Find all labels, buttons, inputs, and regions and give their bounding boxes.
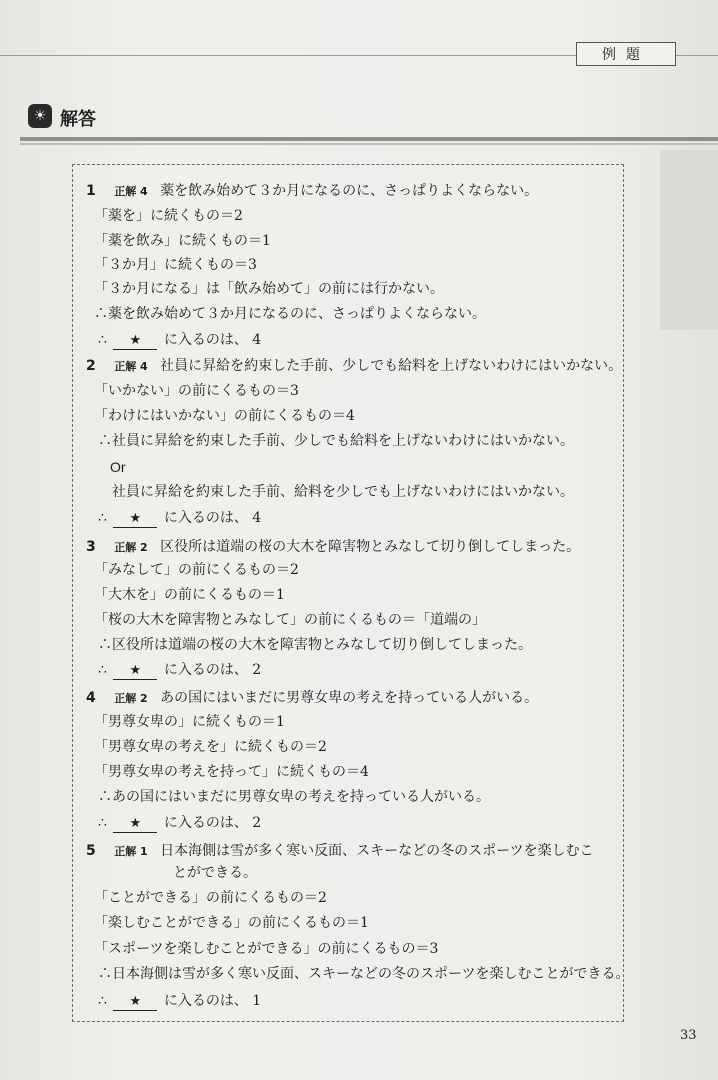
conclusion-line: [98, 814, 261, 833]
conclusion-text: に入るのは、 2: [163, 815, 262, 831]
step-line: 「楽しむことができる」の前にくるもの＝1: [94, 915, 369, 931]
problem-sentence: 薬を飲み始めて３か月になるのに、さっぱりよくならない。: [160, 183, 539, 199]
step-line: ∴日本海側は雪が多く寒い反面、スキーなどの冬のスポーツを楽しむことができる。: [98, 966, 630, 982]
answer-label: 正解 4: [114, 360, 148, 373]
problem-sentence: 社員に昇給を約束した手前、少しでも給料を上げないわけにはいかない。: [160, 358, 623, 374]
step-line: 「桜の大木を障害物とみなして」の前にくるもの＝「道端の」: [94, 612, 486, 628]
problem-number: 4: [86, 690, 96, 706]
lightbulb-icon: ☀: [28, 104, 52, 128]
answer-title: 解答: [60, 109, 96, 130]
problem-4-header: [86, 689, 538, 708]
step-line: 「３か月になる」は「飲み始めて」の前には行かない。: [94, 281, 444, 297]
step-line: 「わけにはいかない」の前にくるもの＝4: [94, 408, 355, 424]
problem-sentence: あの国にはいまだに男尊女卑の考えを持っている人がいる。: [160, 690, 539, 706]
conclusion-line: [98, 331, 261, 350]
step-line: ∴あの国にはいまだに男尊女卑の考えを持っている人がいる。: [98, 789, 490, 805]
problem-5-header: [86, 842, 594, 861]
problem-sentence-cont: とができる。: [173, 865, 257, 881]
step-line: 「大木を」の前にくるもの＝1: [94, 587, 285, 603]
or-label: Or: [110, 459, 126, 475]
therefore-symbol: ∴: [98, 662, 107, 678]
star-blank: ★: [113, 663, 157, 680]
problem-2-header: [86, 357, 622, 376]
step-line: 「３か月」に続くもの＝3: [94, 257, 257, 273]
page-number: 33: [680, 1028, 697, 1043]
conclusion-text: に入るのは、 2: [163, 662, 262, 678]
star-blank: ★: [113, 816, 157, 833]
problem-sentence: 日本海側は雪が多く寒い反面、スキーなどの冬のスポーツを楽しむこ: [160, 843, 594, 859]
problem-number: 1: [86, 183, 96, 199]
star-blank: ★: [113, 994, 157, 1011]
therefore-symbol: ∴: [98, 815, 107, 831]
therefore-symbol: ∴: [98, 993, 107, 1009]
conclusion-text: に入るのは、 1: [163, 993, 262, 1009]
or-sentence: 社員に昇給を約束した手前、給料を少しでも上げないわけにはいかない。: [112, 484, 574, 500]
answer-label: 正解 2: [114, 692, 148, 705]
problem-number: 5: [86, 843, 96, 859]
step-line: 「男尊女卑の考えを」に続くもの＝2: [94, 739, 327, 755]
star-blank: ★: [113, 333, 157, 350]
heading-rule: [20, 137, 718, 141]
problem-3-header: [86, 538, 580, 557]
step-line: 「薬を」に続くもの＝2: [94, 208, 243, 224]
therefore-symbol: ∴: [98, 332, 107, 348]
step-line: 「ことができる」の前にくるもの＝2: [94, 890, 327, 906]
step-line: 「いかない」の前にくるもの＝3: [94, 383, 299, 399]
problem-number: 2: [86, 358, 96, 374]
conclusion-line: [98, 992, 261, 1011]
problem-number: 3: [86, 539, 96, 555]
conclusion-line: [98, 661, 261, 680]
answer-label: 正解 2: [114, 541, 148, 554]
conclusion-line: [98, 509, 261, 528]
conclusion-text: に入るのは、 4: [163, 510, 262, 526]
step-line: 「スポーツを楽しむことができる」の前にくるもの＝3: [94, 941, 439, 957]
step-line: 「みなして」の前にくるもの＝2: [94, 562, 299, 578]
step-line: 「男尊女卑の考えを持って」に続くもの＝4: [94, 764, 369, 780]
therefore-symbol: ∴: [98, 510, 107, 526]
problem-1-header: [86, 182, 538, 201]
page-edge-shadow: [660, 150, 718, 330]
step-line: ∴区役所は道端の桜の大木を障害物とみなして切り倒してしまった。: [98, 637, 532, 653]
problem-sentence: 区役所は道端の桜の大木を障害物とみなして切り倒してしまった。: [160, 539, 581, 555]
step-line: 「薬を飲み」に続くもの＝1: [94, 233, 271, 249]
answer-label: 正解 4: [114, 185, 148, 198]
step-line: ∴社員に昇給を約束した手前、少しでも給料を上げないわけにはいかない。: [98, 433, 574, 449]
step-line: ∴薬を飲み始めて３か月になるのに、さっぱりよくならない。: [94, 306, 486, 322]
conclusion-text: に入るのは、 4: [163, 332, 262, 348]
star-blank: ★: [113, 511, 157, 528]
section-tag: 例題: [576, 42, 676, 66]
answer-label: 正解 1: [114, 845, 148, 858]
step-line: 「男尊女卑の」に続くもの＝1: [94, 714, 285, 730]
heading-rule-thin: [20, 143, 718, 145]
